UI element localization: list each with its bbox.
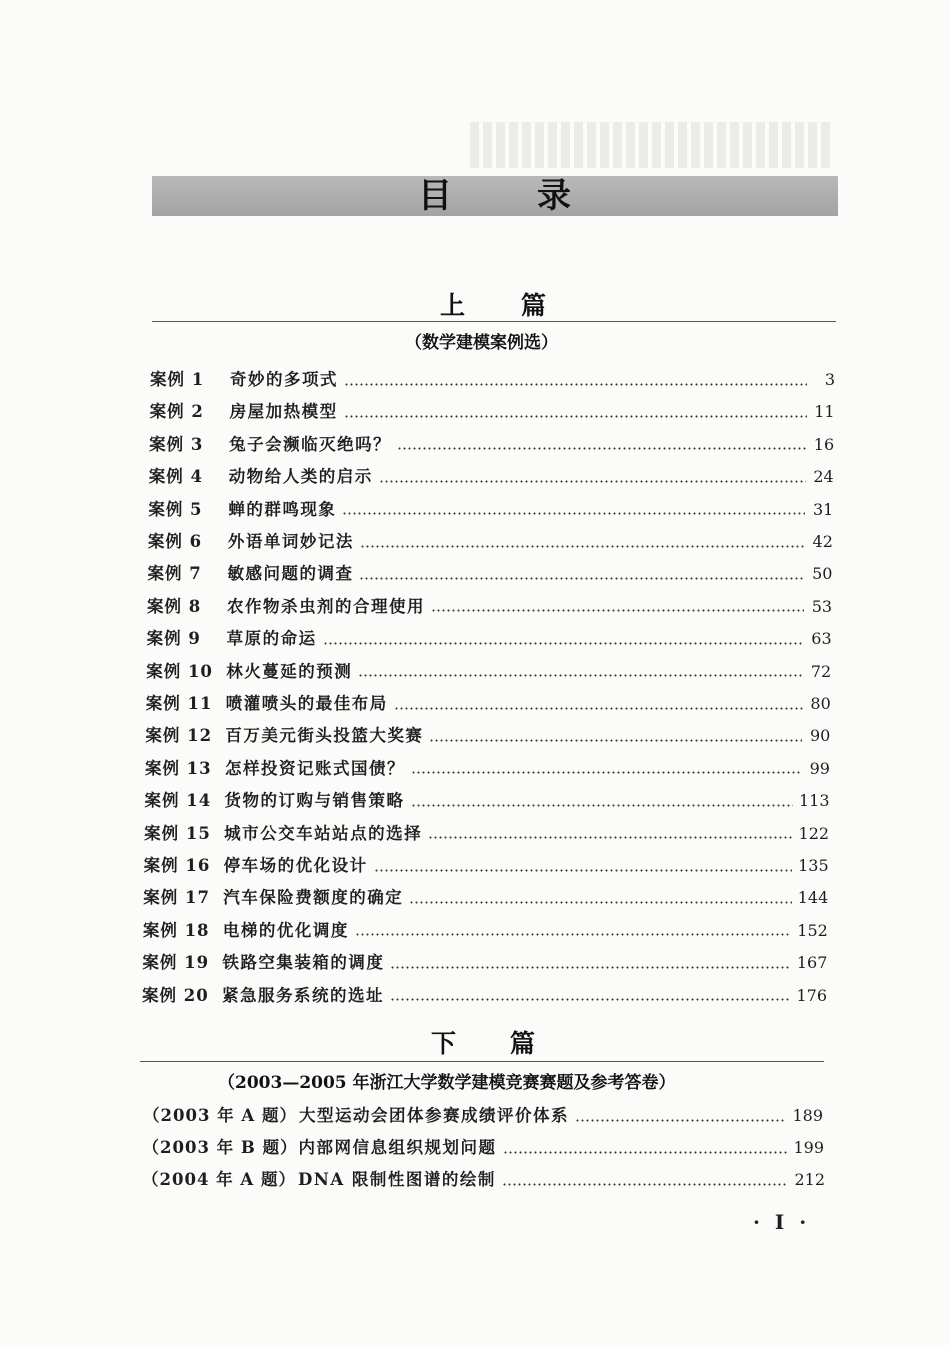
toc-entry[interactable]	[143, 1103, 823, 1129]
toc-entry-leader	[397, 447, 806, 450]
toc-entry-title: 林火蔓延的预测	[226, 661, 353, 681]
toc-entry-title: 敏感问题的调查	[227, 564, 354, 584]
toc-entry-page: 176	[796, 985, 827, 1005]
toc-entry-label: 案例 11	[145, 694, 213, 713]
toc-entry-leader	[344, 383, 807, 386]
toc-entry-title: 喷灌喷头的最佳布局	[225, 694, 388, 713]
toc-entry-leader	[394, 707, 803, 710]
toc-entry-label: （2003 年 A 题）	[143, 1106, 297, 1125]
part1-subtitle: （数学建模案例选）	[405, 333, 558, 353]
toc-entry-label: 案例 2	[149, 402, 204, 422]
toc-entry-leader	[503, 1151, 788, 1154]
toc-entry-page: 122	[798, 823, 830, 843]
toc-entry-leader	[374, 869, 792, 872]
toc-entry-title: DNA 限制性图谱的绘制	[298, 1170, 496, 1189]
toc-entry[interactable]	[149, 464, 834, 490]
toc-entry-label: 案例 4	[148, 467, 203, 487]
toc-entry-title: 内部网信息组织规划问题	[298, 1138, 497, 1157]
toc-entry-title: 铁路空集装箱的调度	[222, 953, 385, 973]
toc-entry-label: 案例 19	[142, 953, 210, 973]
toc-entry-page: 90	[810, 726, 831, 746]
toc-entry-page: 42	[812, 532, 833, 551]
toc-entry-leader	[344, 415, 807, 418]
toc-entry-label: 案例 8	[147, 596, 202, 616]
toc-entry-page: 189	[792, 1106, 823, 1125]
toc-entry-page: 135	[798, 856, 829, 875]
toc-entry-label: 案例 16	[143, 856, 211, 875]
toc-entry-leader	[411, 771, 802, 774]
toc-entry-label: 案例 9	[146, 629, 201, 649]
toc-entry[interactable]	[149, 432, 834, 458]
part2-title-char-2: 篇	[510, 1029, 536, 1058]
toc-entry-label: 案例 14	[144, 791, 212, 811]
toc-entry-label: 案例 6	[147, 532, 203, 551]
toc-entry-title: 外语单词妙记法	[227, 532, 354, 551]
toc-entry[interactable]	[142, 950, 827, 976]
toc-entry[interactable]	[147, 626, 832, 652]
toc-entry-page: 199	[793, 1138, 824, 1157]
toc-entry-title: 蝉的群鸣现象	[228, 499, 337, 519]
toc-entry-page: 212	[794, 1170, 825, 1189]
toc-entry-title: 农作物杀虫剂的合理使用	[227, 596, 426, 616]
page-title-char-2: 录	[537, 176, 571, 216]
part2-subtitle: （2003—2005 年浙江大学数学建模竞赛赛题及参考答卷）	[218, 1073, 676, 1093]
toc-entry-leader	[431, 609, 804, 612]
toc-entry-page: 99	[809, 758, 830, 778]
toc-entry-leader	[428, 836, 792, 839]
toc-entry-title: 房屋加热模型	[229, 402, 338, 422]
toc-entry[interactable]	[150, 367, 835, 393]
toc-entry-page: 63	[811, 629, 832, 649]
toc-entry[interactable]	[145, 756, 830, 782]
toc-entry-title: 货物的订购与销售策略	[224, 791, 405, 811]
toc-entry-title: 怎样投资记账式国债？	[224, 758, 405, 778]
toc-entry-page: 31	[812, 499, 834, 519]
toc-entry-title: 紧急服务系统的选址	[222, 985, 384, 1005]
toc-entry[interactable]	[142, 983, 827, 1009]
toc-entry-label: 案例 1	[150, 370, 205, 389]
toc-entry-title: 动物给人类的启示	[228, 467, 373, 487]
toc-entry-leader	[502, 1183, 789, 1186]
toc-entry-label: （2003 年 B 题）	[142, 1138, 298, 1157]
toc-entry-title: 兔子会濒临灭绝吗？	[229, 434, 392, 454]
toc-entry-page: 113	[798, 791, 830, 811]
toc-entry-title: 草原的命运	[226, 629, 317, 649]
toc-entry-leader	[379, 480, 806, 483]
part2-title-char-1: 下	[431, 1029, 457, 1058]
toc-entry-page: 152	[797, 920, 828, 940]
toc-entry-label: 案例 7	[147, 564, 202, 584]
toc-entry[interactable]	[143, 1135, 825, 1161]
toc-entry[interactable]	[148, 529, 833, 555]
toc-entry-page: 167	[796, 953, 828, 973]
toc-entry[interactable]	[147, 561, 832, 587]
toc-entry-page: 72	[810, 661, 832, 681]
toc-entry-title: 大型运动会团体参赛成绩评价体系	[299, 1106, 569, 1125]
toc-entry-label: 案例 18	[142, 920, 210, 940]
toc-entry-label: 案例 10	[146, 661, 213, 681]
page-number: · I ·	[753, 1210, 811, 1234]
toc-entry-page: 53	[811, 596, 833, 616]
toc-entry[interactable]	[143, 885, 828, 911]
toc-entry[interactable]	[143, 918, 828, 944]
toc-entry-leader	[360, 545, 805, 548]
toc-entry-title: 城市公交车站站点的选择	[224, 823, 423, 843]
toc-entry-title: 奇妙的多项式	[230, 370, 338, 389]
toc-entry-page: 16	[813, 434, 835, 454]
toc-entry[interactable]	[146, 659, 831, 685]
page-title-banner	[152, 176, 838, 216]
toc-entry[interactable]	[144, 853, 829, 879]
toc-entry[interactable]	[142, 1167, 825, 1193]
toc-entry[interactable]	[145, 723, 830, 749]
toc-entry-label: 案例 20	[142, 985, 209, 1005]
toc-entry-page: 80	[810, 694, 831, 713]
toc-entry-leader	[390, 998, 790, 1001]
part1-divider	[152, 321, 836, 322]
part1-title-char-2: 篇	[521, 291, 547, 320]
toc-entry-leader	[358, 674, 803, 677]
toc-entry[interactable]	[147, 594, 832, 620]
toc-entry-leader	[390, 966, 790, 969]
toc-entry-title: 百万美元街头投篮大奖赛	[225, 726, 424, 746]
toc-entry[interactable]	[146, 691, 831, 717]
toc-entry-leader	[355, 933, 791, 936]
toc-entry-page: 50	[812, 564, 833, 584]
page-title-char-1: 目	[418, 176, 452, 216]
toc-entry-label: 案例 3	[149, 434, 204, 454]
toc-entry-label: （2004 年 A 题）	[142, 1170, 296, 1189]
toc-entry-page: 24	[813, 467, 834, 487]
toc-entry-title: 汽车保险费额度的确定	[223, 888, 404, 908]
toc-entry-label: 案例 13	[144, 758, 212, 778]
toc-entry[interactable]	[150, 399, 835, 425]
toc-entry-page: 144	[797, 888, 829, 908]
toc-entry-leader	[409, 901, 791, 904]
toc-entry-title: 停车场的优化设计	[223, 856, 368, 875]
toc-entry-leader	[575, 1119, 786, 1122]
toc-entry-label: 案例 12	[145, 726, 213, 746]
toc-entry-leader	[359, 577, 804, 580]
toc-entry-leader	[429, 739, 802, 742]
toc-entry-leader	[323, 642, 804, 645]
toc-entry-label: 案例 17	[143, 888, 210, 908]
toc-entry[interactable]	[144, 821, 829, 847]
toc-entry-page: 11	[814, 402, 835, 422]
toc-entry-label: 案例 15	[144, 823, 211, 843]
bleed-through-text	[470, 122, 830, 168]
part2-divider	[140, 1061, 824, 1062]
part1-title-char-1: 上	[440, 291, 466, 320]
toc-entry-title: 电梯的优化调度	[222, 920, 349, 940]
toc-entry-label: 案例 5	[148, 499, 203, 519]
toc-entry-page: 3	[824, 370, 835, 389]
toc-entry-leader	[342, 512, 805, 515]
toc-entry[interactable]	[145, 788, 830, 814]
toc-entry[interactable]	[148, 497, 833, 523]
toc-entry-leader	[411, 804, 793, 807]
